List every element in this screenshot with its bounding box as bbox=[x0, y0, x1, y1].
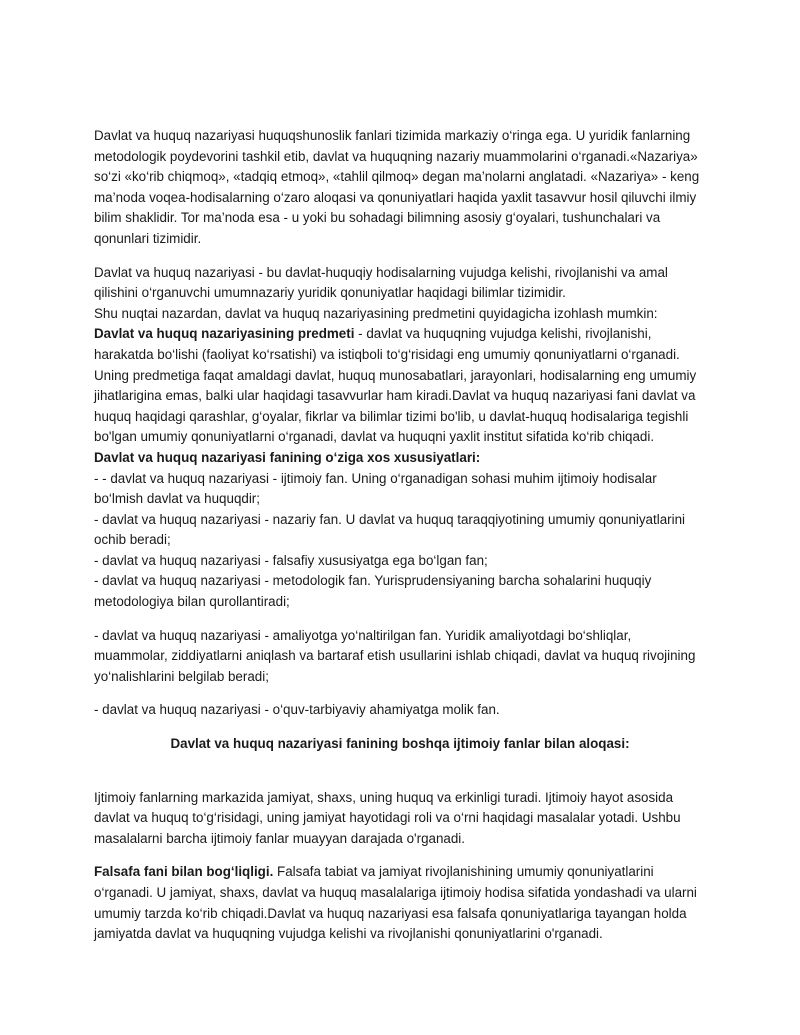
document-body bbox=[94, 126, 706, 945]
subject-paragraph bbox=[94, 324, 706, 365]
subject-definition: - davlat va huquqning vujudga kelishi, rivojlanishi, harakatda bo‘lishi (faoliyat ko‘rsatishi) va istiqboli to‘g‘risidagi eng umumiy qonuniyatlarni o‘rganadi. bbox=[94, 326, 680, 362]
philosophy-paragraph bbox=[94, 862, 706, 944]
intro-paragraph: Davlat va huquq nazariyasi huquqshunoslik fanlari tizimida markaziy o‘ringa ega. U yuridik fanlarning metodologik poydevorini tashkil etib, davlat va huquqning nazariy muammolarini o‘rganadi.«Nazariya» so‘zi «ko‘rib chiqmoq», «tadqiq etmoq», «tahlil qilmoq» degan ma’nolarni anglatadi. «Nazariya» - keng ma’noda voqea-hodisalarning o‘zaro aloqasi va qonuniyatlari haqida yaxlit tasavvur hosil qiluvchi ilmiy bilim shaklidir. Tor ma’noda esa - u yoki bu sohadagi bilimning asosiy g‘oyalari, tushunchalari va qonunlari tizimidir. bbox=[94, 128, 700, 246]
philosophy-term: Falsafa fani bilan bog‘liqligi. bbox=[94, 864, 274, 880]
definition-paragraph: Davlat va huquq nazariyasi - bu davlat-huquqiy hodisalarning vujudga kelishi, rivojlanishi va amal qilishini o‘rganuvchi umumnazariy yuridik qonuniyatlar haqidagi bilimlar tizimidir. bbox=[94, 264, 668, 301]
feature-item-philosophical: - davlat va huquq nazariyasi - falsafiy xususiyatga ega bo‘lgan fan; bbox=[94, 552, 488, 568]
subject-intro-paragraph: Shu nuqtai nazardan, davlat va huquq nazariyasining predmetini quyidagicha izohlash mumkin: bbox=[94, 305, 658, 321]
subject-scope-paragraph: Uning predmetiga faqat amaldagi davlat, huquq munosabatlari, jarayonlari, hodisalarning eng umumiy jihatlarigina emas, balki ular haqidagi tasavvurlar ham kiradi.Davlat va huquq nazariyasi fani davlat va huquq haqidagi qarashlar, g‘oyalar, fikrlar va bilimlar tizimi bo'lib, u davlat-huquq hodisalariga tegishli bo'lgan umumiy qonuniyatlarni o‘rganadi, davlat va huquqni yaxlit institut sifatida ko‘rib chiqadi. bbox=[94, 367, 697, 445]
features-heading: Davlat va huquq nazariyasi fanining o‘ziga xos xususiyatlari: bbox=[94, 449, 481, 465]
section-heading: Davlat va huquq nazariyasi fanining boshqa ijtimoiy fanlar bilan aloqasi: bbox=[170, 736, 630, 752]
feature-item-theoretical: - davlat va huquq nazariyasi - nazariy fan. U davlat va huquq taraqqiyotining umumiy qonuniyatlarini ochib beradi; bbox=[94, 511, 686, 548]
subject-term: Davlat va huquq nazariyasining predmeti bbox=[94, 326, 355, 342]
feature-item-practical: - davlat va huquq nazariyasi - amaliyotga yo‘naltirilgan fan. Yuridik amaliyotdagi bo‘shliqlar, muammolar, ziddiyatlarni aniqlash va bartaraf etish usullarini ishlab chiqadi, davlat va huquq rivojining yo‘nalishlarini belgilab beradi; bbox=[94, 627, 696, 684]
feature-item-educational: - davlat va huquq nazariyasi - o‘quv-tarbiyaviy ahamiyatga molik fan. bbox=[94, 702, 500, 718]
philosophy-text: Falsafa tabiat va jamiyat rivojlanishining umumiy qonuniyatlarini o‘rganadi. U jamiyat, shaxs, davlat va huquq masalalariga ijtimoiy hodisa sifatida yondashadi va ularni umumiy tarzda ko‘rib chiqadi.Davlat va huquq nazariyasi esa falsafa qonuniyatlariga tayangan holda jamiyatda davlat va huquqning vujudga kelishi va rivojlanishi qonuniyatlarini o'rganadi. bbox=[94, 864, 697, 942]
social-sciences-paragraph: Ijtimoiy fanlarning markazida jamiyat, shaxs, uning huquq va erkinligi turadi. Ijtimoiy hayot asosida davlat va huquq to‘g‘risidagi, uning jamiyat hayotidagi roli va o‘rni haqidagi masalalar yotadi. Ushbu masalalarni barcha ijtimoiy fanlar muayyan darajada o'rganadi. bbox=[94, 789, 681, 846]
feature-item-social: - - davlat va huquq nazariyasi - ijtimoiy fan. Uning o‘rganadigan sohasi muhim ijtimoiy hodisalar bo‘lmish davlat va huquqdir; bbox=[94, 470, 657, 507]
feature-item-methodological: - davlat va huquq nazariyasi - metodologik fan. Yurisprudensiyaning barcha sohalarini huquqiy metodologiya bilan qurollantiradi; bbox=[94, 573, 652, 610]
